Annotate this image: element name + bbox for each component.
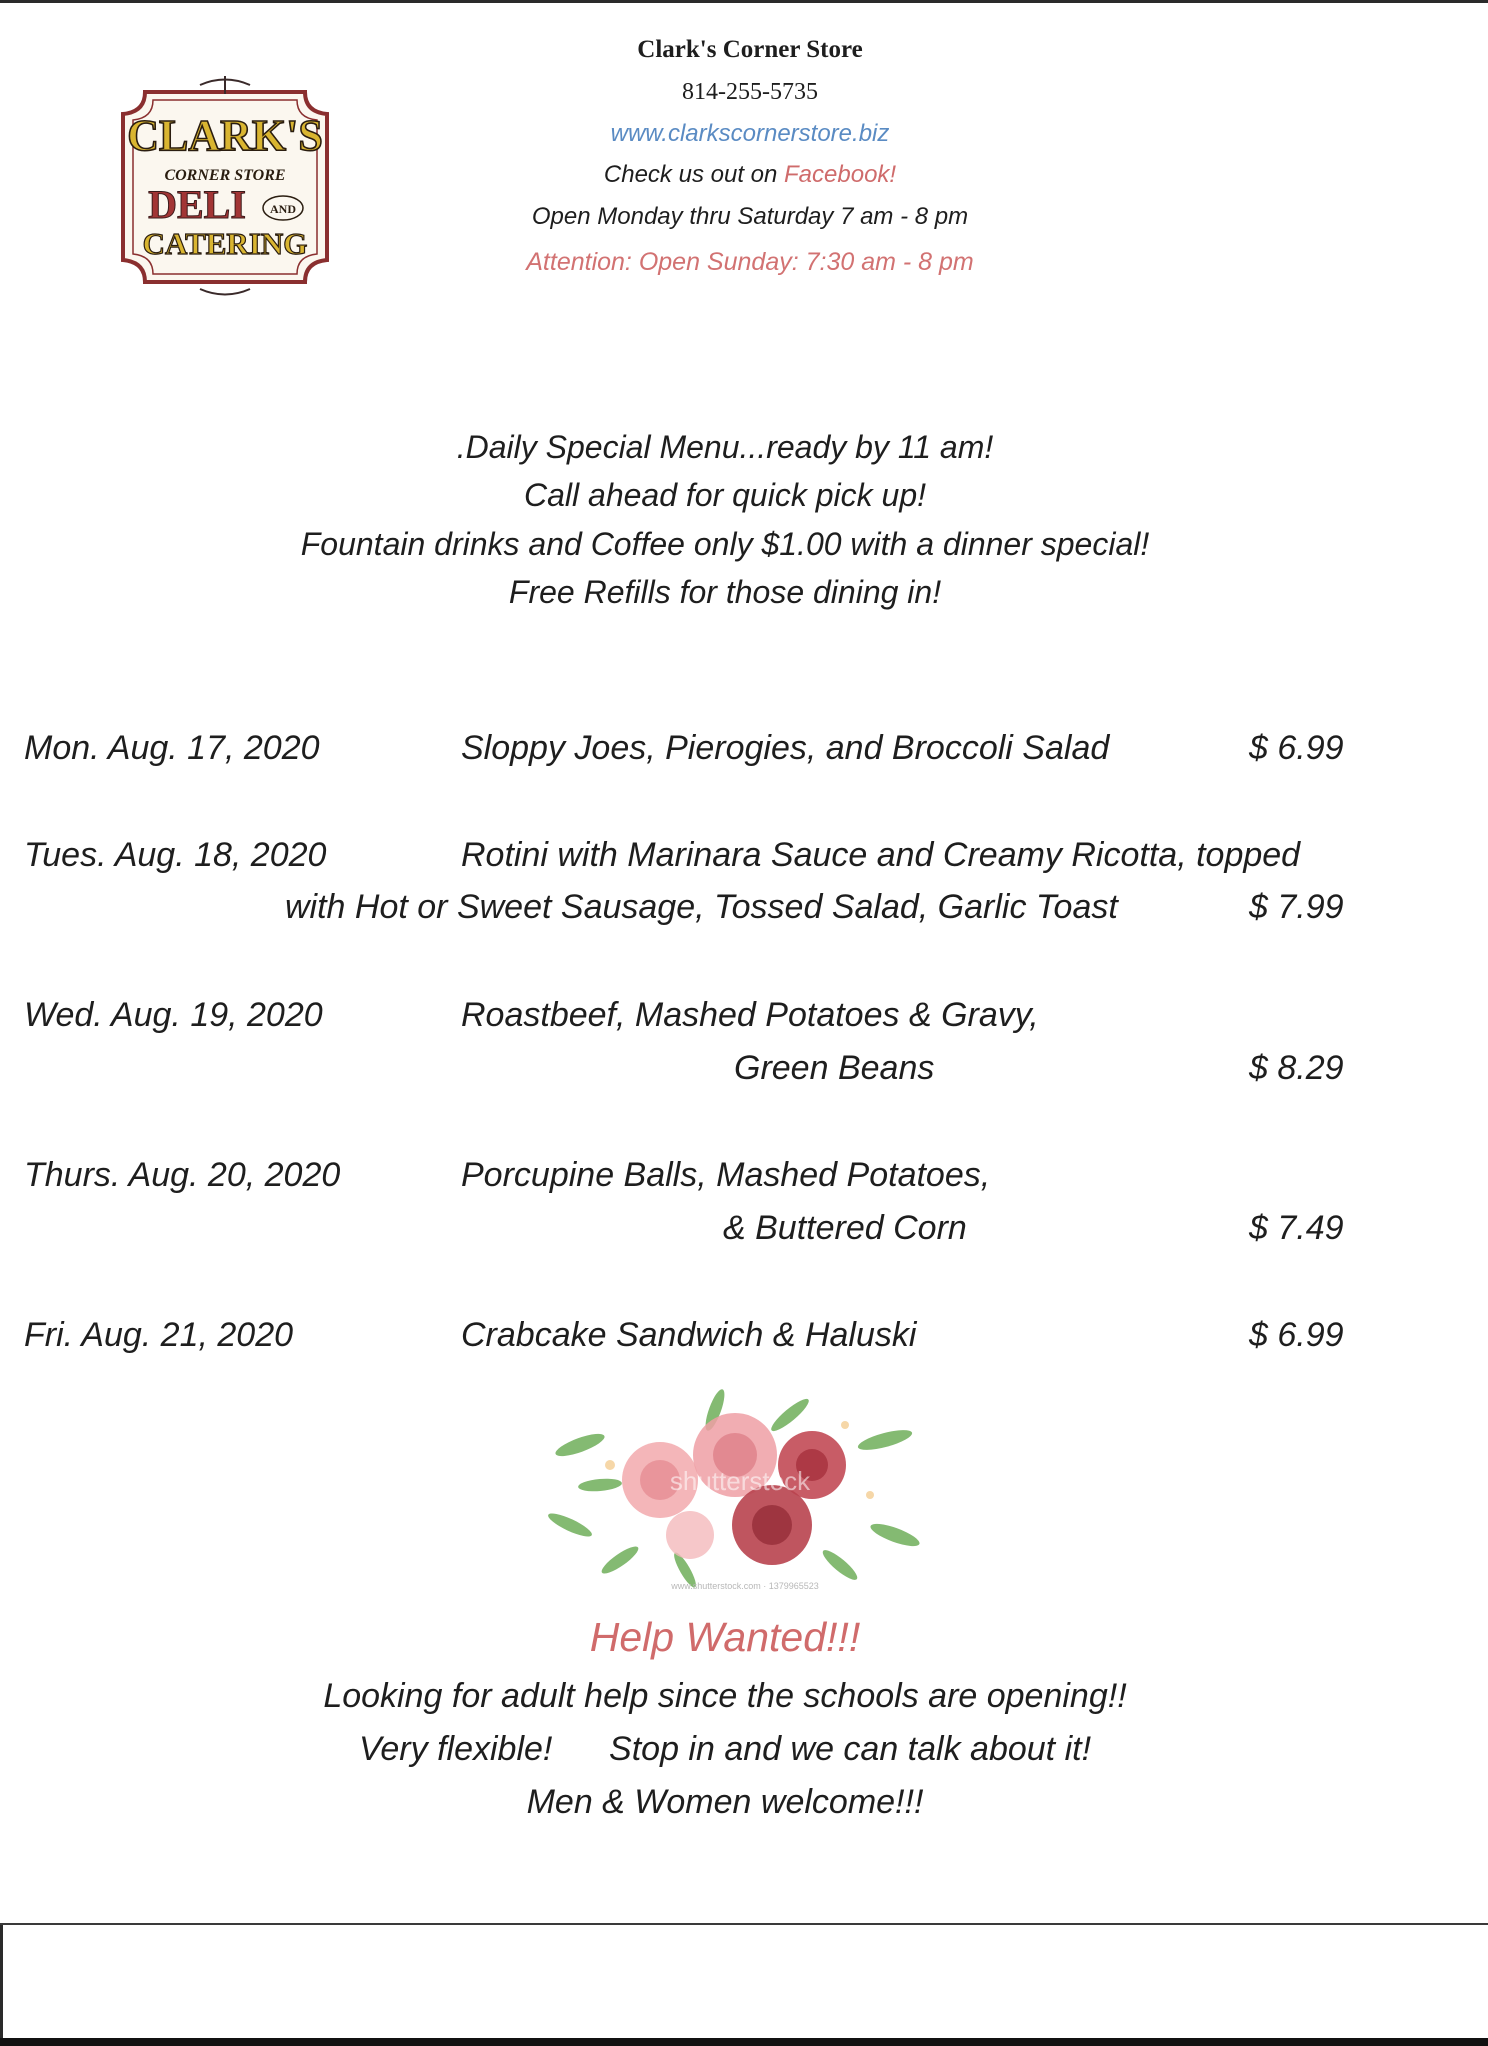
intro-line-3: Fountain drinks and Coffee only $1.00 with a dinner special! bbox=[300, 526, 1150, 562]
logo-and-text: AND bbox=[270, 202, 296, 216]
intro-line-1: .Daily Special Menu...ready by 11 am! bbox=[456, 429, 994, 465]
menu-dish-continued: Green Beans bbox=[734, 1049, 935, 1087]
menu-dish: Roastbeef, Mashed Potatoes & Gravy, bbox=[461, 996, 1039, 1034]
scan-bottom-edge bbox=[0, 2038, 1488, 2046]
intro-line-2: Call ahead for quick pick up! bbox=[524, 477, 926, 513]
menu-date: Wed. Aug. 19, 2020 bbox=[24, 996, 323, 1034]
facebook-link[interactable]: Facebook! bbox=[784, 161, 897, 188]
menu-price: $ 7.99 bbox=[1249, 888, 1344, 926]
store-website-link[interactable]: www.clarkscornerstore.biz bbox=[610, 120, 890, 147]
menu-dish: Sloppy Joes, Pierogies, and Broccoli Salad bbox=[461, 729, 1110, 767]
shutterstock-watermark: shutterstock bbox=[669, 1466, 811, 1496]
clarks-deli-logo bbox=[105, 72, 345, 302]
intro-line-4: Free Refills for those dining in! bbox=[508, 574, 942, 610]
sunday-hours-notice: Attention: Open Sunday: 7:30 am - 8 pm bbox=[526, 248, 974, 276]
logo-deli-text: DELI bbox=[148, 182, 246, 227]
store-name: Clark's Corner Store bbox=[637, 36, 863, 63]
menu-date: Thurs. Aug. 20, 2020 bbox=[24, 1156, 341, 1194]
menu-date: Tues. Aug. 18, 2020 bbox=[24, 836, 327, 874]
facebook-prefix: Check us out on bbox=[603, 161, 785, 188]
help-wanted-line-1: Looking for adult help since the schools are opening!! bbox=[323, 1677, 1127, 1715]
menu-price: $ 6.99 bbox=[1249, 729, 1344, 767]
logo-catering-text: CATERING bbox=[142, 226, 308, 261]
menu-date: Fri. Aug. 21, 2020 bbox=[24, 1316, 294, 1354]
logo-clarks-text: CLARK'S bbox=[127, 111, 323, 160]
store-phone: 814-255-5735 bbox=[682, 79, 818, 105]
help-wanted-line-3: Men & Women welcome!!! bbox=[526, 1783, 924, 1821]
page-bottom-edge bbox=[0, 1923, 1488, 1925]
rose-bouquet-illustration bbox=[540, 1385, 940, 1595]
menu-dish-continued: & Buttered Corn bbox=[723, 1209, 967, 1247]
facebook-line bbox=[420, 161, 1080, 189]
menu-price: $ 7.49 bbox=[1249, 1209, 1344, 1247]
menu-dish: Rotini with Marinara Sauce and Creamy Ricotta, topped bbox=[461, 836, 1301, 874]
menu-price: $ 6.99 bbox=[1249, 1316, 1344, 1354]
scan-left-edge bbox=[0, 1925, 3, 2046]
help-wanted-title: Help Wanted!!! bbox=[589, 1614, 861, 1660]
logo-corner-store-text: CORNER STORE bbox=[164, 167, 286, 184]
page-top-edge bbox=[0, 0, 1488, 3]
menu-dish-continued: with Hot or Sweet Sausage, Tossed Salad, Garlic Toast bbox=[285, 888, 1118, 926]
help-wanted-line-2: Very flexible! Stop in and we can talk about it! bbox=[358, 1730, 1092, 1768]
menu-dish: Crabcake Sandwich & Haluski bbox=[461, 1316, 917, 1354]
store-hours: Open Monday thru Saturday 7 am - 8 pm bbox=[531, 203, 969, 230]
image-credit-caption: www.shutterstock.com · 1379965523 bbox=[671, 1581, 819, 1591]
menu-date: Mon. Aug. 17, 2020 bbox=[24, 729, 320, 767]
menu-dish: Porcupine Balls, Mashed Potatoes, bbox=[461, 1156, 991, 1194]
menu-price: $ 8.29 bbox=[1249, 1049, 1344, 1087]
